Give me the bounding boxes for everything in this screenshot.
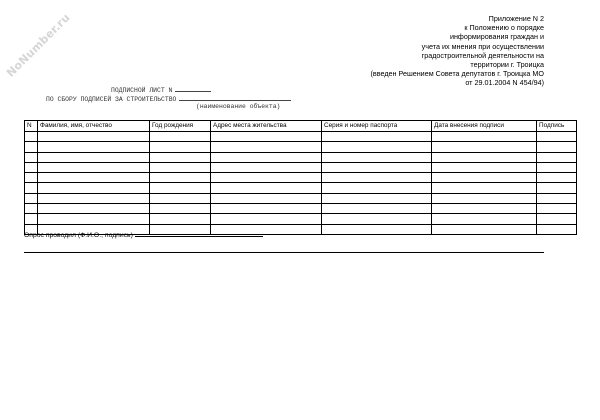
table-header-row — [25, 121, 577, 132]
table-cell[interactable] — [211, 193, 322, 203]
table-cell[interactable] — [38, 204, 150, 214]
appendix-block — [334, 14, 544, 88]
table-cell[interactable] — [25, 162, 38, 172]
table-cell[interactable] — [537, 162, 577, 172]
appendix-line: территории г. Троицка — [470, 60, 544, 70]
table-cell[interactable] — [150, 214, 211, 224]
table-cell[interactable] — [432, 204, 537, 214]
table-cell[interactable] — [211, 183, 322, 193]
table-cell[interactable] — [211, 152, 322, 162]
header-signature: Подпись — [537, 121, 577, 132]
poll-line — [24, 230, 263, 239]
table-cell[interactable] — [150, 183, 211, 193]
table-cell[interactable] — [537, 142, 577, 152]
header-number: N — [25, 121, 38, 132]
header-address: Адрес места жительства — [211, 121, 322, 132]
signature-table — [24, 120, 577, 235]
table-cell[interactable] — [322, 152, 432, 162]
table-row — [25, 152, 577, 162]
table-cell[interactable] — [38, 142, 150, 152]
header-full-name: Фамилия, имя, отчество — [38, 121, 150, 132]
table-cell[interactable] — [432, 183, 537, 193]
table-cell[interactable] — [25, 142, 38, 152]
table-cell[interactable] — [211, 204, 322, 214]
table-row — [25, 142, 577, 152]
sheet-title-line — [111, 86, 211, 94]
table-cell[interactable] — [211, 162, 322, 172]
table-cell[interactable] — [432, 173, 537, 183]
table-cell[interactable] — [150, 142, 211, 152]
table-row — [25, 162, 577, 172]
table-cell[interactable] — [322, 162, 432, 172]
poll-label: Опрос проводил (Ф.И.О., подпись) — [24, 232, 133, 239]
sheet-subtitle-line — [46, 95, 291, 103]
table-cell[interactable] — [211, 214, 322, 224]
table-cell[interactable] — [25, 173, 38, 183]
table-cell[interactable] — [38, 193, 150, 203]
table-cell[interactable] — [38, 173, 150, 183]
table-cell[interactable] — [38, 183, 150, 193]
table-cell[interactable] — [432, 214, 537, 224]
table-cell[interactable] — [432, 152, 537, 162]
table-cell[interactable] — [25, 183, 38, 193]
table-row — [25, 183, 577, 193]
table-cell[interactable] — [537, 183, 577, 193]
table-cell[interactable] — [432, 162, 537, 172]
table-cell[interactable] — [537, 173, 577, 183]
table-cell[interactable] — [537, 193, 577, 203]
table-cell[interactable] — [150, 173, 211, 183]
appendix-line: от 29.01.2004 N 454/94) — [465, 78, 544, 88]
appendix-line: к Положению о порядке — [464, 23, 544, 33]
table-cell[interactable] — [25, 132, 38, 142]
table-body — [25, 132, 577, 235]
table-cell[interactable] — [322, 132, 432, 142]
sheet-title: ПОДПИСНОЙ ЛИСТ N — [111, 87, 173, 94]
table-cell[interactable] — [38, 132, 150, 142]
table-cell[interactable] — [537, 214, 577, 224]
appendix-line: (введен Решением Совета депутатов г. Троицка МО — [370, 69, 544, 79]
table-cell[interactable] — [537, 132, 577, 142]
table-cell[interactable] — [322, 214, 432, 224]
table-cell[interactable] — [432, 142, 537, 152]
table-cell[interactable] — [211, 142, 322, 152]
table-cell[interactable] — [432, 224, 537, 234]
table-cell[interactable] — [150, 132, 211, 142]
table-cell[interactable] — [150, 204, 211, 214]
header-passport: Серия и номер паспорта — [322, 121, 432, 132]
table-row — [25, 214, 577, 224]
table-cell[interactable] — [25, 152, 38, 162]
table-row — [25, 193, 577, 203]
header-signature-date: Дата внесения подписи — [432, 121, 537, 132]
sheet-subtitle: ПО СБОРУ ПОДПИСЕЙ ЗА СТРОИТЕЛЬСТВО — [46, 96, 177, 103]
table-cell[interactable] — [432, 132, 537, 142]
object-hint: (наименование объекта) — [196, 103, 281, 110]
table-cell[interactable] — [322, 224, 432, 234]
table-cell[interactable] — [322, 142, 432, 152]
poll-signature-blank[interactable] — [135, 230, 263, 237]
table-cell[interactable] — [432, 193, 537, 203]
table-row — [25, 204, 577, 214]
appendix-line: градостроительной деятельности на — [421, 50, 544, 60]
table-cell[interactable] — [211, 132, 322, 142]
bottom-rule — [24, 252, 544, 253]
table-cell[interactable] — [25, 214, 38, 224]
table-cell[interactable] — [211, 173, 322, 183]
table-cell[interactable] — [537, 204, 577, 214]
table-cell[interactable] — [150, 152, 211, 162]
table-row — [25, 132, 577, 142]
table-cell[interactable] — [322, 193, 432, 203]
table-cell[interactable] — [537, 224, 577, 234]
object-name-blank — [179, 95, 291, 101]
table-cell[interactable] — [322, 204, 432, 214]
table-cell[interactable] — [322, 173, 432, 183]
appendix-line: Приложение N 2 — [488, 14, 544, 23]
header-birth-year: Год рождения — [150, 121, 211, 132]
appendix-line: информирования граждан и — [449, 32, 544, 42]
table-cell[interactable] — [537, 152, 577, 162]
watermark-text: NoNumber.ru — [3, 10, 73, 80]
table-cell[interactable] — [150, 162, 211, 172]
table-cell[interactable] — [38, 214, 150, 224]
table-cell[interactable] — [38, 162, 150, 172]
table-cell[interactable] — [38, 152, 150, 162]
table-cell[interactable] — [150, 193, 211, 203]
table-row — [25, 173, 577, 183]
table-cell[interactable] — [25, 193, 38, 203]
sheet-number-blank — [175, 86, 211, 92]
table-cell[interactable] — [322, 183, 432, 193]
table-cell[interactable] — [25, 204, 38, 214]
appendix-line: учета их мнения при осуществлении — [421, 41, 544, 51]
